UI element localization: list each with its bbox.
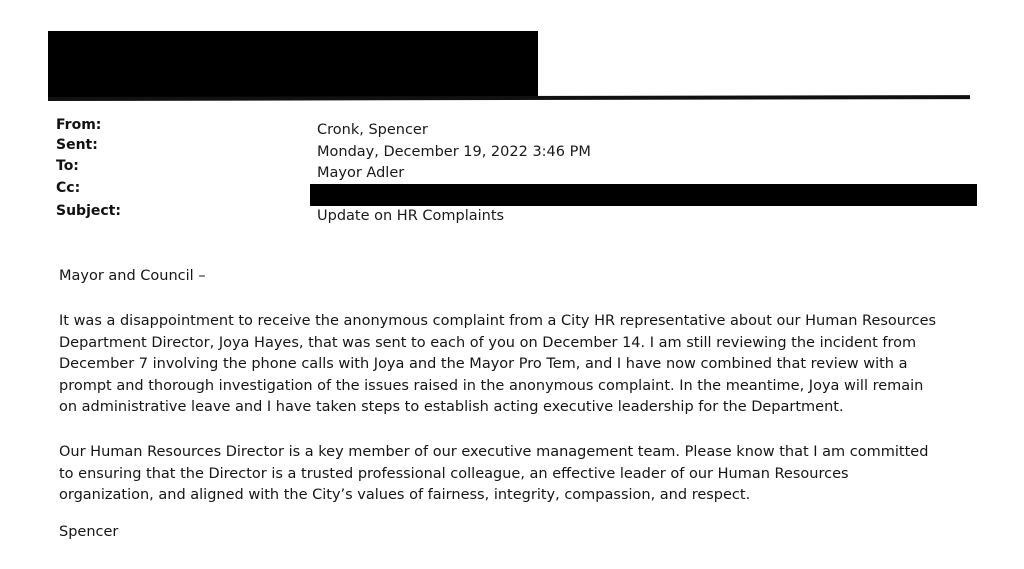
paragraph-2-line: to ensuring that the Director is a trusted professional colleague, an effective leader of our Human Resources — [59, 465, 849, 482]
sent-value: Monday, December 19, 2022 3:46 PM — [317, 144, 591, 160]
header-divider — [48, 95, 970, 101]
to-value: Mayor Adler — [317, 165, 405, 181]
paragraph-1-line: December 7 involving the phone calls with Joya and the Mayor Pro Tem, and I have now combined that review with a — [59, 356, 908, 372]
paragraph-2 — [59, 442, 979, 507]
paragraph-1-line: prompt and thorough investigation of the issues raised in the anonymous complaint. In the meantime, Joya will remain — [59, 377, 924, 394]
salutation: Mayor and Council – — [59, 268, 206, 284]
paragraph-1-line: on administrative leave and I have taken steps to establish acting executive leadership for the Department. — [59, 399, 844, 415]
subject-value: Update on HR Complaints — [317, 208, 505, 224]
paragraph-2-line: Our Human Resources Director is a key member of our executive management team. Please know that I am committed — [59, 444, 929, 460]
cc-label: Cc: — [56, 180, 81, 196]
redacted-cc-recipients — [310, 184, 977, 206]
paragraph-2-line: organization, and aligned with the City’s values of fairness, integrity, compassion, and respect. — [59, 487, 751, 503]
from-value: Cronk, Spencer — [317, 122, 428, 138]
from-label: From: — [56, 117, 102, 133]
paragraph-1-line: It was a disappointment to receive the anonymous complaint from a City HR representative about our Human Resources — [59, 313, 937, 329]
signature: Spencer — [59, 524, 119, 540]
redacted-header-block — [48, 31, 538, 98]
subject-label: Subject: — [56, 203, 121, 219]
to-label: To: — [56, 158, 79, 174]
sent-label: Sent: — [56, 137, 98, 153]
paragraph-1-line: Department Director, Joya Hayes, that was sent to each of you on December 14. I am still reviewing the incident from — [59, 334, 917, 351]
paragraph-1 — [59, 311, 979, 419]
